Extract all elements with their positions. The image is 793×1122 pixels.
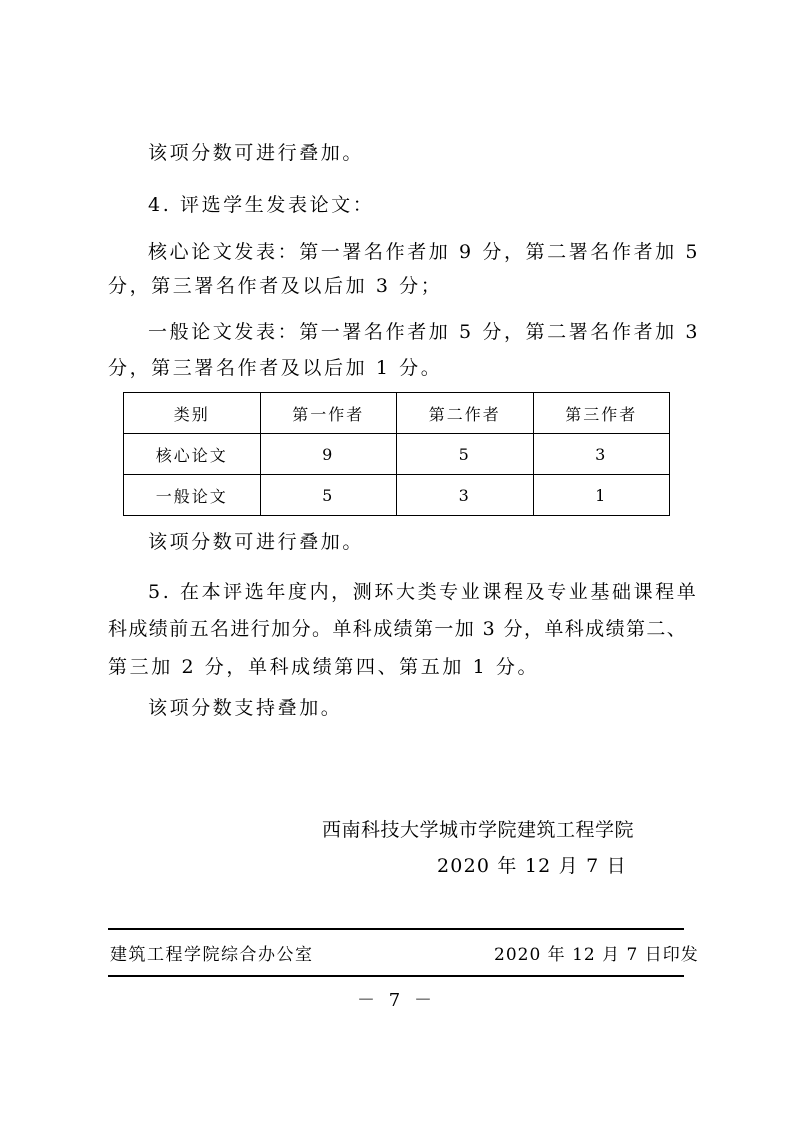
paragraph-line: 该项分数可进行叠加。 xyxy=(148,142,365,164)
section-heading: 5. 在本评选年度内，测环大类专业课程及专业基础课程单 xyxy=(148,581,699,603)
footer-top-rule xyxy=(108,928,684,930)
paragraph-line: 该项分数可进行叠加。 xyxy=(148,531,365,553)
paragraph-line: 分，第三署名作者及以后加 3 分； xyxy=(108,275,443,297)
paragraph-line: 该项分数支持叠加。 xyxy=(148,697,343,719)
score-table xyxy=(123,392,670,516)
footer-office: 建筑工程学院综合办公室 xyxy=(110,945,314,965)
paragraph-line: 分，第三署名作者及以后加 1 分。 xyxy=(108,357,443,379)
paragraph-line: 第三加 2 分，单科成绩第四、第五加 1 分。 xyxy=(108,656,540,678)
footer-bottom-rule xyxy=(108,975,684,977)
signature-org: 西南科技大学城市学院建筑工程学院 xyxy=(322,819,635,841)
signature-date: 2020 年 12 月 7 日 xyxy=(437,855,627,877)
table-cell: 9 xyxy=(260,434,397,475)
section-heading: 4. 评选学生发表论文： xyxy=(148,194,375,216)
paragraph-line: 科成绩前五名进行加分。单科成绩第一加 3 分，单科成绩第二、 xyxy=(108,618,688,640)
page-number: － 7 － xyxy=(357,990,436,1011)
paragraph-line: 一般论文发表：第一署名作者加 5 分，第二署名作者加 3 xyxy=(148,321,701,343)
footer-issue-date: 2020 年 12 月 7 日印发 xyxy=(494,945,699,965)
table-header-cell: 第三作者 xyxy=(533,393,670,434)
table-cell: 5 xyxy=(260,475,397,516)
table-header-row xyxy=(124,393,670,434)
table-cell: 1 xyxy=(533,475,670,516)
table-header-cell: 类别 xyxy=(124,393,261,434)
table-cell: 核心论文 xyxy=(124,434,261,475)
table-row xyxy=(124,475,670,516)
table-cell: 一般论文 xyxy=(124,475,261,516)
paragraph-line: 核心论文发表：第一署名作者加 9 分，第二署名作者加 5 xyxy=(148,241,701,263)
table-row xyxy=(124,434,670,475)
table-header-cell: 第二作者 xyxy=(397,393,534,434)
table-cell: 3 xyxy=(533,434,670,475)
table-cell: 5 xyxy=(397,434,534,475)
table-header-cell: 第一作者 xyxy=(260,393,397,434)
table-cell: 3 xyxy=(397,475,534,516)
